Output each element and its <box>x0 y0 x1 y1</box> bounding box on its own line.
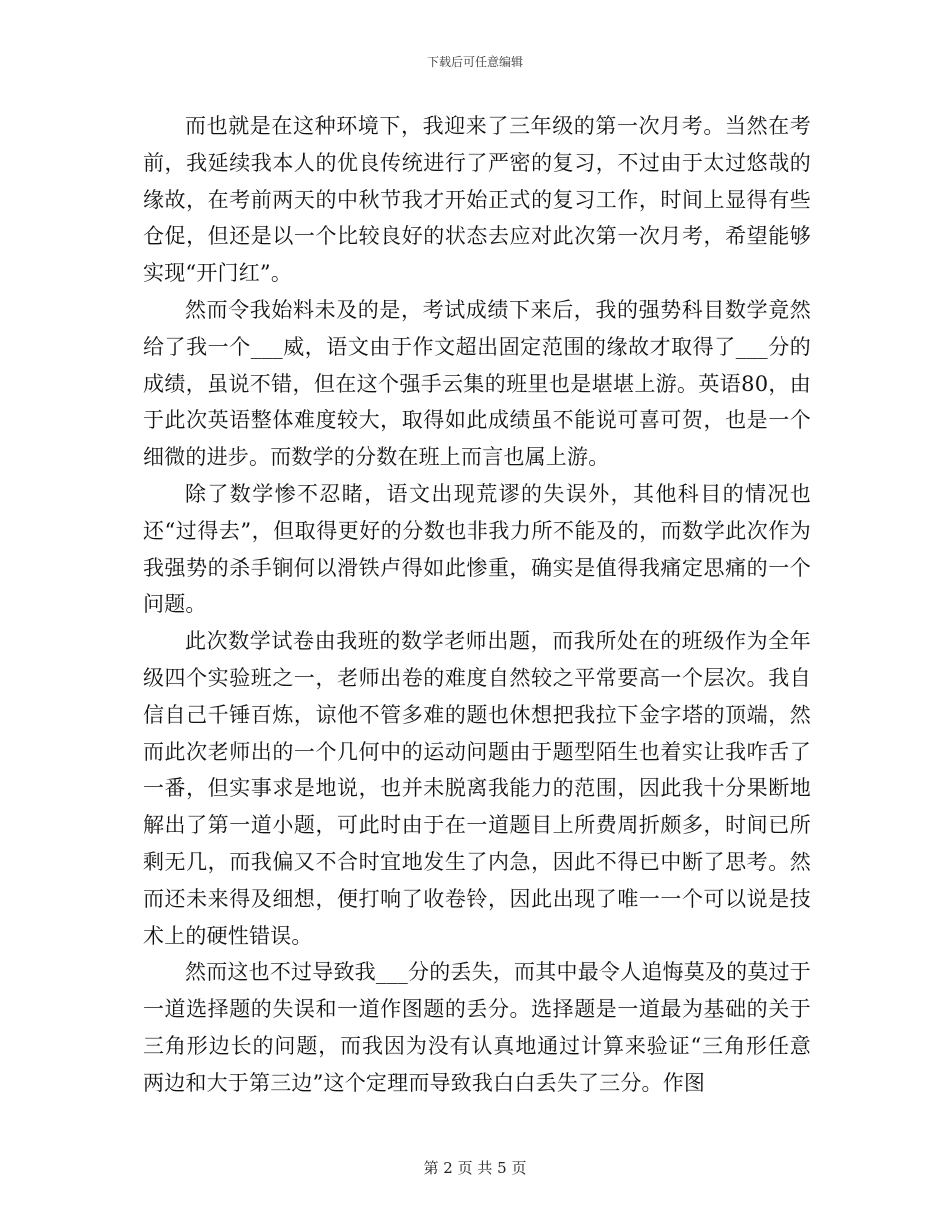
paragraph-4: 此次数学试卷由我班的数学老师出题，而我所处在的班级作为全年级四个实验班之一，老师出卷的难度自然较之平常要高一个层次。我自信自己千锤百炼，谅他不管多难的题也休想把我拉下金字塔的顶端，然而此次老师出的一个几何中的运动问题由于题型陌生也着实让我咋舌了一番，但实事求是地说，也并未脱离我能力的范围，因此我十分果断地解出了第一道小题，可此时由于在一道题目上所费周折颇多，时间已所剩无几，而我偏又不合时宜地发生了内急，因此不得已中断了思考。然而还未来得及细想，便打响了收卷铃，因此出现了唯一一个可以说是技术上的硬性错误。 <box>143 629 811 948</box>
paragraph-2: 然而令我始料未及的是，考试成绩下来后，我的强势科目数学竟然给了我一个___威，语文由于作文超出固定范围的缘故才取得了___分的成绩，虽说不错，但在这个强手云集的班里也是堪堪上游。英语80，由于此次英语整体难度较大，取得如此成绩虽不能说可喜可贺，也是一个细微的进步。而数学的分数在班上而言也属上游。 <box>143 297 811 470</box>
paragraph-5: 然而这也不过导致我___分的丢失，而其中最令人追悔莫及的莫过于一道选择题的失误和一道作图题的丢分。选择题是一道最为基础的关于三角形边长的问题，而我因为没有认真地通过计算来验证“三角形任意两边和大于第三边”这个定理而导致我白白丢失了三分。作图 <box>143 960 811 1095</box>
download-edit-note: 下载后可任意编辑 <box>426 55 523 69</box>
page-number: 第 2 页 共 5 页 <box>423 1159 527 1177</box>
paragraph-3: 除了数学惨不忍睹，语文出现荒谬的失误外，其他科目的情况也还“过得去”，但取得更好的分数也非我力所不能及的，而数学此次作为我强势的杀手锏何以滑铁卢得如此惨重，确实是值得我痛定思痛的一个问题。 <box>143 481 811 617</box>
article-body <box>143 108 811 1102</box>
paragraph-1: 而也就是在这种环境下，我迎来了三年级的第一次月考。当然在考前，我延续我本人的优良传统进行了严密的复习，不过由于太过悠哉的缘故，在考前两天的中秋节我才开始正式的复习工作，时间上显得有些仓促，但还是以一个比较良好的状态去应对此次第一次月考，希望能够实现“开门红”。 <box>143 114 811 286</box>
